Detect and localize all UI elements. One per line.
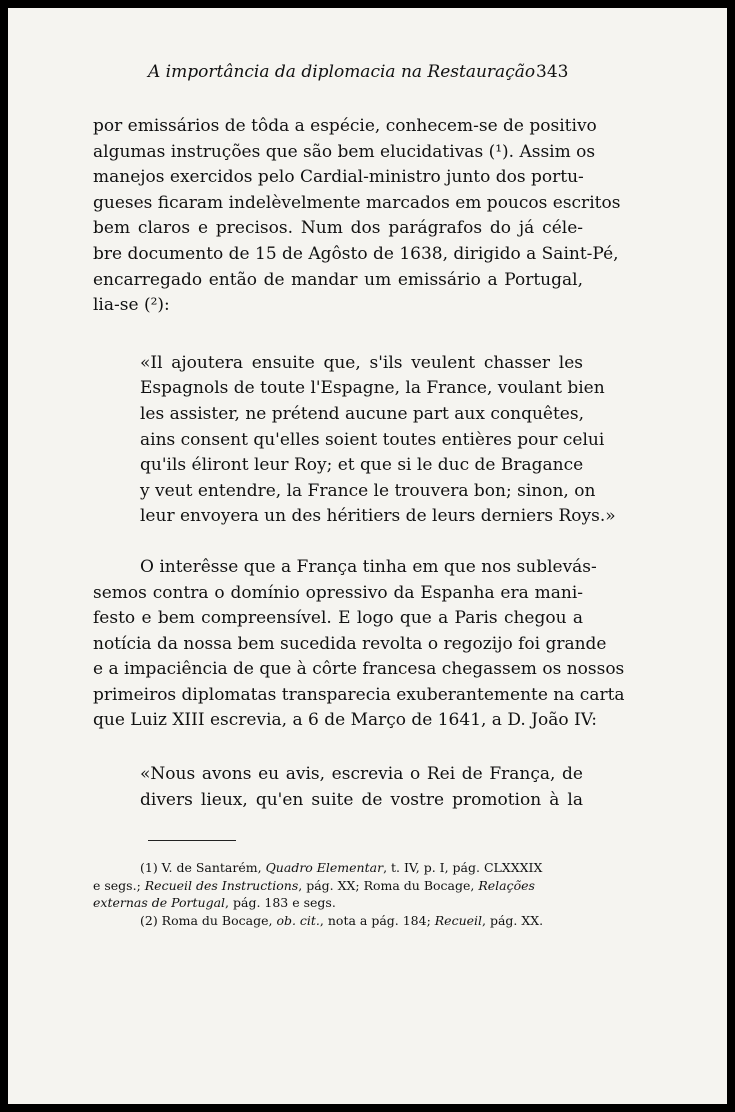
footnote-title: Recueil des Instructions [144,877,299,893]
text-line: festo e bem compreensível. E logo que a Paris chegou a [93,608,583,629]
text-line: manejos exercidos pelo Cardial-ministro junto dos portu- [93,167,584,188]
footnote-text: , t. IV, p. I, pág. CLXXXIX [383,860,543,875]
text-line: les assister, ne prétend aucune part aux conquêtes, [140,403,584,424]
book-page [8,8,727,1104]
footnote-title: Relações [478,877,535,893]
footnote-text: , nota a pág. 184; [319,912,435,928]
footnote-1-line-3 [93,894,583,912]
text-line: «Nous avons eu avis, escrevia o Rei de França, de [140,764,583,785]
footnote-1-line-1 [93,859,583,877]
text-line: gueses ficaram indelèvelmente marcados em poucos escritos [93,192,621,213]
chapter-title: A importância da diplomacia na Restauração [148,62,536,82]
footnote-title: ob. cit. [276,912,320,928]
footnote-2 [93,912,583,930]
text-line: por emissários de tôda a espécie, conhecem-se de positivo [93,116,597,136]
text-line: notícia da nossa bem sucedida revolta o regozijo foi grande [93,633,607,654]
paragraph-2 [93,555,625,734]
text-line: y veut entendre, la France le trouvera bon; sinon, on [140,480,596,501]
text-line: qu'ils éliront leur Roy; et que si le duc de Bragance [140,455,584,476]
quotation-1 [140,351,616,530]
text-line: e a impaciência de que à côrte francesa chegassem os nossos [93,659,625,680]
footnote-text: (2) Roma du Bocage, [140,912,277,928]
text-line: ains consent qu'elles soient toutes entières pour celui [140,429,605,450]
footnote-title: externas de Portugal [93,895,226,910]
text-line: bem claros e precisos. Num dos parágrafos do já céle- [93,218,583,239]
footnote-text: , pág. XX; Roma du Bocage, [298,877,479,893]
text-line: O interêsse que a França tinha em que nos sublevás- [140,556,597,577]
main-text [93,114,625,813]
footnote-1-line-2 [93,877,583,895]
footnote-title: Recueil [434,912,483,928]
footnote-divider [148,840,236,841]
text-line: leur envoyera un des héritiers de leurs derniers Roys.» [140,506,616,527]
text-line: encarregado então de mandar um emissário a Portugal, [93,269,583,290]
text-line: lia-se (²): [93,295,170,316]
footnote-text: , pág. XX. [482,912,544,928]
footnote-text: (1) V. de Santarém, [140,860,266,875]
footnote-text: e segs.; [93,877,145,893]
footnote-text: , pág. 183 e segs. [225,895,336,910]
text-line: algumas instruções que são bem elucidativas (¹). Assim os [93,141,596,162]
text-line: que Luiz XIII escrevia, a 6 de Março de 1641, a D. João IV: [93,710,598,731]
text-line: Espagnols de toute l'Espagne, la France, voulant bien [140,378,605,399]
footnote-title: Quadro Elementar [265,860,384,875]
text-line: semos contra o domínio opressivo da Espanha era mani- [93,582,583,603]
quotation-2 [140,762,583,813]
page-number: 343 [536,62,569,82]
text-line: primeiros diplomatas transparecia exuberantemente na carta [93,684,625,705]
text-line: divers lieux, qu'en suite de vostre promotion à la [140,789,583,810]
footnotes [93,859,583,929]
text-line: bre documento de 15 de Agôsto de 1638, dirigido a Saint-Pé, [93,243,619,264]
text-line: «Il ajoutera ensuite que, s'ils veulent chasser les [140,352,583,373]
paragraph-1 [93,114,621,319]
